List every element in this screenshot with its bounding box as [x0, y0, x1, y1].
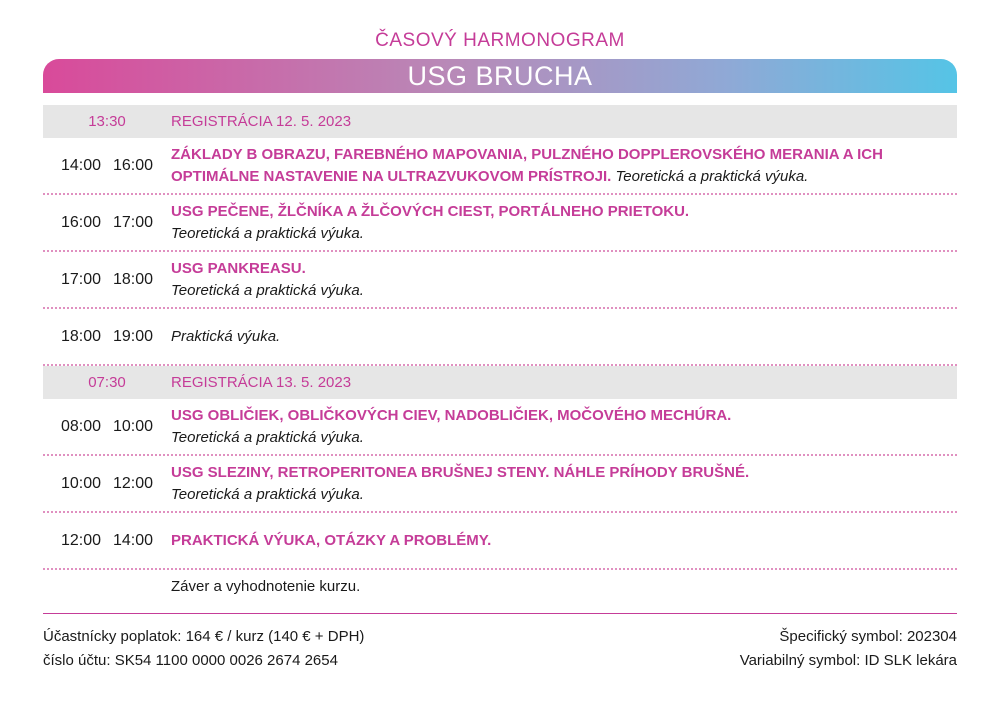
session-row: [43, 309, 957, 366]
payment-info: [43, 625, 364, 673]
session-end-time: 19:00: [113, 327, 154, 345]
session-end-time: 14:00: [113, 531, 154, 549]
symbols-info: [740, 625, 957, 673]
registration-label: REGISTRÁCIA 12. 5. 2023: [171, 113, 352, 130]
session-row: [43, 195, 957, 252]
registration-label: REGISTRÁCIA 13. 5. 2023: [171, 374, 352, 391]
session-times: [43, 157, 171, 175]
session-content: [171, 326, 957, 348]
session-row: [43, 399, 957, 456]
session-note: Teoretická a praktická výuka.: [171, 428, 364, 446]
session-end-time: 17:00: [113, 213, 154, 231]
page-title: USG BRUCHA: [407, 61, 593, 91]
session-topic: USG SLEZINY, RETROPERITONEA BRUŠNEJ STENY. NÁHLE PRÍHODY BRUŠNÉ.: [171, 463, 750, 481]
specific-symbol-text: Špecifický symbol: 202304: [779, 628, 957, 645]
session-end-time: 10:00: [113, 417, 154, 435]
session-content: [171, 144, 957, 188]
registration-time: 13:30: [88, 113, 126, 130]
session-times: [43, 532, 171, 550]
session-note: Teoretická a praktická výuka.: [615, 167, 809, 185]
session-times: [43, 475, 171, 493]
session-note: Teoretická a praktická výuka.: [171, 485, 364, 503]
session-content: [171, 258, 957, 302]
session-content: [171, 201, 957, 245]
session-content: [171, 462, 957, 506]
session-start-time: 18:00: [60, 327, 101, 345]
session-topic: USG PANKREASU.: [171, 259, 306, 277]
closing-text: Záver a vyhodnotenie kurzu.: [171, 578, 361, 595]
session-row: [43, 456, 957, 513]
session-topic: ZÁKLADY B OBRAZU, FAREBNÉHO MAPOVANIA, PULZNÉHO DOPPLEROVSKÉHO MERANIA A ICH OPTIMÁLNE NASTAVENIE NA ULTRAZVUKOVOM PRÍSTROJI.: [171, 145, 883, 185]
session-note: Teoretická a praktická výuka.: [171, 281, 364, 299]
session-end-time: 12:00: [113, 474, 154, 492]
schedule-subtitle: ČASOVÝ HARMONOGRAM: [375, 30, 625, 51]
session-times: [43, 328, 171, 346]
footer-divider: [43, 613, 957, 614]
session-start-time: 14:00: [60, 156, 101, 174]
session-times: [43, 271, 171, 289]
title-banner: [43, 59, 957, 93]
registration-time: 07:30: [88, 374, 126, 391]
session-start-time: 12:00: [60, 531, 101, 549]
session-note: Praktická výuka.: [171, 327, 281, 345]
session-row: [43, 252, 957, 309]
session-content: [171, 530, 957, 552]
fee-text: Účastnícky poplatok: 164 € / kurz (140 € + DPH): [43, 628, 365, 645]
schedule-table: [43, 105, 957, 605]
session-end-time: 18:00: [113, 270, 154, 288]
session-note: Teoretická a praktická výuka.: [171, 224, 364, 242]
session-start-time: 17:00: [60, 270, 101, 288]
session-times: [43, 214, 171, 232]
session-end-time: 16:00: [113, 156, 154, 174]
session-topic: USG OBLIČIEK, OBLIČKOVÝCH CIEV, NADOBLIČIEK, MOČOVÉHO MECHÚRA.: [171, 406, 732, 424]
account-number-text: číslo účtu: SK54 1100 0000 0026 2674 2654: [43, 652, 338, 669]
closing-row: [43, 570, 957, 605]
session-row: [43, 513, 957, 570]
session-row: [43, 138, 957, 195]
session-start-time: 10:00: [60, 474, 101, 492]
registration-row: [43, 366, 957, 399]
session-content: [171, 405, 957, 449]
session-start-time: 08:00: [60, 417, 101, 435]
session-times: [43, 418, 171, 436]
variable-symbol-text: Variabilný symbol: ID SLK lekára: [739, 652, 957, 669]
session-topic: PRAKTICKÁ VÝUKA, OTÁZKY A PROBLÉMY.: [171, 531, 492, 549]
session-topic: USG PEČENE, ŽLČNÍKA A ŽLČOVÝCH CIEST, PORTÁLNEHO PRIETOKU.: [171, 202, 690, 220]
registration-row: [43, 105, 957, 138]
session-start-time: 16:00: [60, 213, 101, 231]
